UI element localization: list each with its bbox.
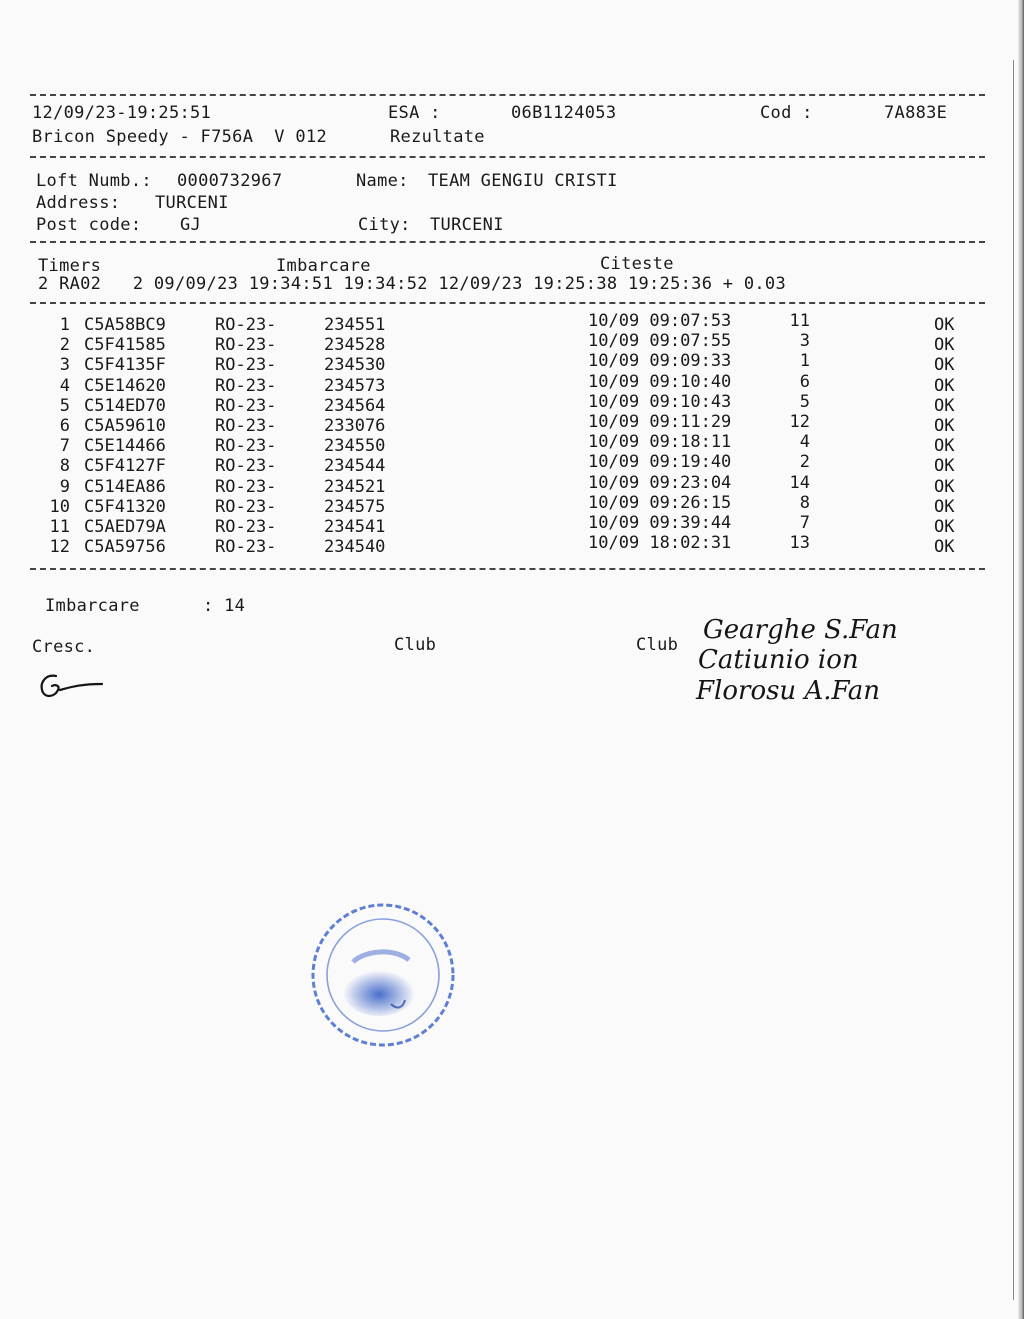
status-ok: OK [934,496,955,517]
row-index: 5 [59,395,70,416]
club-label-2: Club [636,635,679,655]
status-ok: OK [934,517,955,537]
loft-label: Loft Numb.: [36,171,152,191]
result-row [0,351,1000,376]
result-row [0,371,1000,396]
divider [30,241,985,243]
status-ok: OK [934,335,955,356]
ring-position: 2 [799,452,810,473]
result-row [0,513,1000,537]
row-index: 9 [59,476,70,497]
ring-number: 234521 [324,476,386,497]
divider [30,568,985,570]
chip-id: C5A59756 [84,537,166,558]
ring-position: 7 [799,513,810,533]
page-edge [1018,0,1024,1319]
ring-prefix: RO-23- [215,375,277,396]
address-label: Address: [36,193,121,213]
status-ok: OK [934,315,955,335]
report-title: Rezultate [390,127,485,147]
chip-id: C514EA86 [84,476,166,497]
esa-value: 06B1124053 [511,103,617,123]
club-label-1: Club [394,635,437,655]
ring-prefix: RO-23- [215,315,277,335]
divider [30,156,985,158]
cresc-label: Cresc. [32,637,96,657]
ring-number: 233076 [324,416,386,436]
arrival-time: 10/09 09:39:44 [588,513,732,533]
result-row [0,472,1000,497]
ring-number: 234575 [324,496,386,517]
ring-number: 234530 [324,355,386,376]
arrival-time: 10/09 09:26:15 [588,492,732,513]
ring-number: 234544 [324,456,386,477]
ring-prefix: RO-23- [215,496,277,517]
chip-id: C5F41320 [84,496,166,517]
arrival-time: 10/09 09:10:40 [588,371,732,392]
status-ok: OK [934,436,955,457]
chip-id: C5E14466 [84,436,166,457]
ring-position: 14 [789,472,810,493]
address-value: TURCENI [155,193,229,213]
result-row [0,533,1000,558]
status-ok: OK [934,355,955,376]
imbarcare-total-value: : 14 [203,596,246,616]
print-datetime: 12/09/23-19:25:51 [32,103,212,123]
result-row [0,492,1000,517]
ring-number: 234541 [324,517,386,537]
ring-position: 4 [799,432,810,453]
status-ok: OK [934,476,955,497]
chip-id: C5E14620 [84,375,166,396]
divider [30,302,985,304]
ring-position: 8 [799,492,810,513]
status-ok: OK [934,395,955,416]
postcode-label: Post code: [36,215,142,235]
ring-position: 13 [789,533,810,554]
ring-number: 234540 [324,537,386,558]
city-label: City: [358,215,411,235]
ring-position: 11 [789,311,810,331]
row-index: 1 [59,315,70,335]
ring-number: 234528 [324,335,386,356]
status-ok: OK [934,416,955,436]
ring-position: 12 [789,412,810,432]
ring-number: 234573 [324,375,386,396]
chip-id: C5F41585 [84,335,166,356]
ring-prefix: RO-23- [215,395,277,416]
arrival-time: 10/09 09:18:11 [588,432,732,453]
row-index: 2 [59,335,70,356]
ring-prefix: RO-23- [215,436,277,457]
chip-id: C5A58BC9 [84,315,166,335]
row-index: 10 [49,496,70,517]
cod-value: 7A883E [884,103,948,123]
row-index: 3 [59,355,70,376]
ring-prefix: RO-23- [215,476,277,497]
arrival-time: 10/09 09:10:43 [588,391,732,412]
result-row [0,412,1000,436]
ring-number: 234551 [324,315,386,335]
handwritten-name-1: Gearghe S.Fan [703,615,898,645]
arrival-time: 10/09 09:23:04 [588,472,732,493]
arrival-time: 10/09 18:02:31 [588,533,732,554]
signature-icon [38,668,108,704]
ring-prefix: RO-23- [215,537,277,558]
chip-id: C5A59610 [84,416,166,436]
result-row [0,391,1000,416]
handwritten-name-3: Florosu A.Fan [696,676,881,706]
arrival-time: 10/09 09:11:29 [588,412,732,432]
chip-id: C5F4135F [84,355,166,376]
chip-id: C514ED70 [84,395,166,416]
ring-position: 3 [799,331,810,352]
row-index: 7 [59,436,70,457]
timers-label: Timers [38,256,102,276]
row-index: 6 [59,416,70,436]
row-index: 8 [59,456,70,477]
cod-label: Cod : [760,103,813,123]
result-row [0,331,1000,356]
ring-number: 234550 [324,436,386,457]
row-index: 12 [49,537,70,558]
name-value: TEAM GENGIU CRISTI [428,171,618,191]
handwritten-name-2: Catiunio ion [698,645,859,675]
device-info: Bricon Speedy - F756A V 012 [32,127,327,147]
ring-prefix: RO-23- [215,456,277,477]
loft-value: 0000732967 [177,171,283,191]
divider [30,94,985,96]
page-edge-line [1013,60,1014,1300]
status-ok: OK [934,537,955,558]
timer-line: 2 RA02 2 09/09/23 19:34:51 19:34:52 12/09/23 19:25:38 19:25:36 + 0.03 [38,274,786,294]
stamp-icon [305,900,460,1050]
city-value: TURCENI [430,215,504,235]
postcode-value: GJ [180,215,202,235]
ring-position: 5 [799,391,810,412]
ring-number: 234564 [324,395,386,416]
ring-prefix: RO-23- [215,416,277,436]
ring-position: 6 [799,371,810,392]
esa-label: ESA : [388,103,441,123]
chip-id: C5F4127F [84,456,166,477]
row-index: 11 [49,517,70,537]
name-label: Name: [356,171,409,191]
citeste-header: Citeste [600,254,674,274]
ring-prefix: RO-23- [215,335,277,356]
result-row [0,311,1000,335]
arrival-time: 10/09 09:09:33 [588,351,732,372]
arrival-time: 10/09 09:19:40 [588,452,732,473]
ring-position: 1 [799,351,810,372]
result-row [0,452,1000,477]
result-row [0,432,1000,457]
row-index: 4 [59,375,70,396]
status-ok: OK [934,375,955,396]
ring-prefix: RO-23- [215,355,277,376]
status-ok: OK [934,456,955,477]
imbarcare-header: Imbarcare [276,256,371,276]
imbarcare-total-label: Imbarcare [45,596,140,616]
chip-id: C5AED79A [84,517,166,537]
ring-prefix: RO-23- [215,517,277,537]
arrival-time: 10/09 09:07:55 [588,331,732,352]
arrival-time: 10/09 09:07:53 [588,311,732,331]
